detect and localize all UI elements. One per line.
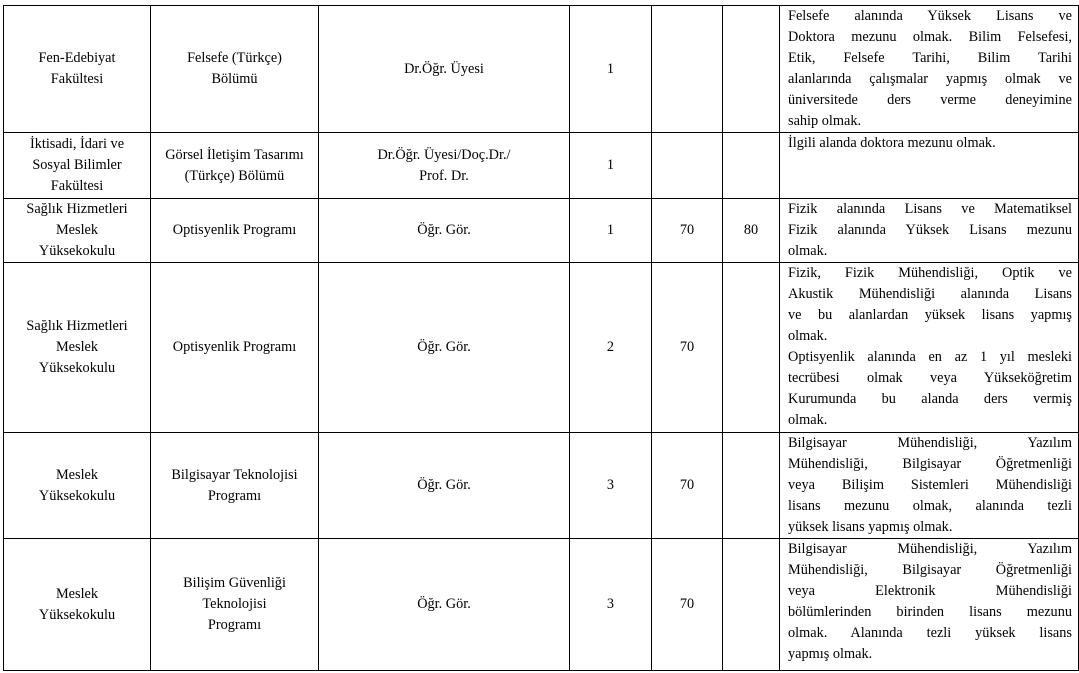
department-cell-line: Teknolojisi bbox=[202, 596, 267, 612]
requirement-cell-line: Mühendisliği, Bilgisayar Öğretmenliği bbox=[788, 456, 1072, 472]
department-cell bbox=[151, 263, 319, 433]
department-cell-line: Bölümü bbox=[211, 71, 258, 87]
requirement-cell-line: Etik, Felsefe Tarihi, Bilim Tarihi bbox=[788, 50, 1072, 66]
count-cell: 1 bbox=[570, 199, 652, 263]
table-row bbox=[4, 263, 1079, 433]
requirement-cell bbox=[780, 133, 1079, 199]
department-cell bbox=[151, 539, 319, 671]
department-cell-line: Bilgisayar Teknolojisi bbox=[171, 466, 298, 483]
requirement-cell-line: Fizik alanında Lisans ve Matematiksel bbox=[788, 201, 1072, 217]
count-cell: 3 bbox=[570, 539, 652, 671]
faculty-cell bbox=[4, 6, 151, 133]
requirement-cell-line: yüksek lisans yapmış olmak. bbox=[788, 519, 953, 535]
requirement-cell-line: üniversitede ders verme deneyimine bbox=[788, 92, 1072, 108]
positions-table bbox=[3, 5, 1079, 671]
department-cell bbox=[151, 6, 319, 133]
ales-cell: 70 bbox=[652, 539, 723, 671]
requirement-cell-line: olmak. Alanında tezli yüksek lisans bbox=[788, 625, 1072, 641]
yds-cell bbox=[723, 6, 780, 133]
count-cell: 2 bbox=[570, 263, 652, 433]
requirement-cell-line: Optisyenlik alanında en az 1 yıl mesleki bbox=[788, 349, 1072, 365]
faculty-cell-line: Sağlık Hizmetleri bbox=[26, 201, 128, 217]
yds-cell bbox=[723, 263, 780, 433]
department-cell bbox=[151, 199, 319, 263]
faculty-cell-line: Yüksekokulu bbox=[38, 487, 116, 504]
requirement-cell-line: Doktora mezunu olmak. Bilim Felsefesi, bbox=[788, 29, 1072, 45]
requirement-cell-line: Fizik alanında Yüksek Lisans mezunu bbox=[788, 222, 1072, 238]
faculty-cell bbox=[4, 433, 151, 539]
faculty-cell bbox=[4, 133, 151, 199]
yds-cell bbox=[723, 433, 780, 539]
ales-cell: 70 bbox=[652, 199, 723, 263]
yds-cell bbox=[723, 539, 780, 671]
faculty-cell-line: Yüksekokulu bbox=[38, 360, 116, 376]
requirement-cell-line: olmak. bbox=[788, 412, 828, 428]
ales-cell bbox=[652, 133, 723, 199]
requirement-cell-line: Bilgisayar Mühendisliği, Yazılım bbox=[788, 435, 1072, 451]
requirement-cell-line: Bilgisayar Mühendisliği, Yazılım bbox=[788, 541, 1072, 557]
requirement-cell-line: bölümlerinden birinden lisans mezunu bbox=[788, 604, 1072, 620]
table-row bbox=[4, 199, 1079, 263]
title-cell bbox=[319, 433, 570, 539]
title-cell-line: Öğr. Gör. bbox=[417, 477, 471, 493]
faculty-cell bbox=[4, 539, 151, 671]
department-cell-line: Bilişim Güvenliği bbox=[183, 575, 286, 591]
requirement-cell-line: Kurumunda bu alanda ders vermiş bbox=[788, 391, 1072, 407]
count-cell: 3 bbox=[570, 433, 652, 539]
requirement-cell-line: olmak. bbox=[788, 328, 828, 344]
title-cell-line: Dr.Öğr. Üyesi/Doç.Dr./ bbox=[377, 146, 511, 163]
ales-cell: 70 bbox=[652, 263, 723, 433]
faculty-cell-line: Fakültesi bbox=[50, 71, 104, 87]
title-cell-line: Öğr. Gör. bbox=[417, 339, 471, 355]
department-cell-line: Programı bbox=[207, 617, 262, 633]
department-cell bbox=[151, 433, 319, 539]
requirement-cell bbox=[780, 433, 1079, 539]
table-row bbox=[4, 133, 1079, 199]
title-cell-line: Öğr. Gör. bbox=[417, 596, 471, 612]
title-cell-line: Öğr. Gör. bbox=[417, 222, 471, 238]
faculty-cell-line: Meslek bbox=[55, 585, 99, 602]
department-cell-line: Programı bbox=[207, 487, 262, 504]
title-cell bbox=[319, 199, 570, 263]
requirement-cell-line: olmak. bbox=[788, 243, 828, 259]
faculty-cell-line: Sağlık Hizmetleri bbox=[26, 318, 128, 334]
requirement-cell-line: lisans mezunu olmak, alanında tezli bbox=[788, 498, 1072, 514]
faculty-cell-line: Fakültesi bbox=[50, 178, 104, 194]
department-cell-line: (Türkçe) Bölümü bbox=[184, 167, 285, 184]
faculty-cell bbox=[4, 199, 151, 263]
faculty-cell-line: İktisadi, İdari ve bbox=[29, 136, 125, 152]
count-cell: 1 bbox=[570, 133, 652, 199]
faculty-cell bbox=[4, 263, 151, 433]
requirement-cell-line: Akustik Mühendisliği alanında Lisans bbox=[788, 286, 1072, 302]
requirement-cell-line: ve bu alanlardan yüksek lisans yapmış bbox=[788, 307, 1072, 323]
requirement-cell-line: Fizik, Fizik Mühendisliği, Optik ve bbox=[788, 265, 1072, 281]
faculty-cell-line: Sosyal Bilimler bbox=[32, 157, 122, 173]
ales-cell: 70 bbox=[652, 433, 723, 539]
requirement-cell bbox=[780, 263, 1079, 433]
title-cell bbox=[319, 539, 570, 671]
title-cell bbox=[319, 6, 570, 133]
department-cell-line: Optisyenlik Programı bbox=[172, 339, 297, 355]
table-row bbox=[4, 6, 1079, 133]
yds-cell: 80 bbox=[723, 199, 780, 263]
faculty-cell-line: Meslek bbox=[55, 466, 99, 483]
title-cell bbox=[319, 263, 570, 433]
yds-cell bbox=[723, 133, 780, 199]
title-cell-line: Dr.Öğr. Üyesi bbox=[404, 60, 484, 77]
department-cell bbox=[151, 133, 319, 199]
ales-cell bbox=[652, 6, 723, 133]
title-cell bbox=[319, 133, 570, 199]
requirement-cell-line: tecrübesi olmak veya Yükseköğretim bbox=[788, 370, 1072, 386]
requirement-cell-line: veya Elektronik Mühendisliği bbox=[788, 583, 1072, 599]
requirement-cell-line: veya Bilişim Sistemleri Mühendisliği bbox=[788, 477, 1072, 493]
faculty-cell-line: Meslek bbox=[55, 339, 99, 355]
faculty-cell-line: Yüksekokulu bbox=[38, 243, 116, 259]
requirement-cell-line: sahip olmak. bbox=[788, 113, 862, 129]
faculty-cell-line: Fen-Edebiyat bbox=[38, 50, 116, 66]
requirement-cell-line: alanlarında çalışmalar yapmış olmak ve bbox=[788, 71, 1072, 87]
faculty-cell-line: Yüksekokulu bbox=[38, 606, 116, 623]
department-cell-line: Optisyenlik Programı bbox=[172, 222, 297, 238]
requirement-cell-line: yapmış olmak. bbox=[788, 646, 873, 662]
department-cell-line: Görsel İletişim Tasarımı bbox=[165, 146, 304, 163]
table-body bbox=[4, 6, 1079, 671]
table-row bbox=[4, 433, 1079, 539]
table-row bbox=[4, 539, 1079, 671]
requirement-cell-line: Felsefe alanında Yüksek Lisans ve bbox=[788, 8, 1072, 24]
requirement-cell bbox=[780, 539, 1079, 671]
requirement-cell bbox=[780, 199, 1079, 263]
department-cell-line: Felsefe (Türkçe) bbox=[187, 50, 282, 66]
faculty-cell-line: Meslek bbox=[55, 222, 99, 238]
count-cell: 1 bbox=[570, 6, 652, 133]
requirement-cell-line: İlgili alanda doktora mezunu olmak. bbox=[788, 135, 996, 151]
title-cell-line: Prof. Dr. bbox=[419, 167, 469, 184]
requirement-cell bbox=[780, 6, 1079, 133]
requirement-cell-line: Mühendisliği, Bilgisayar Öğretmenliği bbox=[788, 562, 1072, 578]
